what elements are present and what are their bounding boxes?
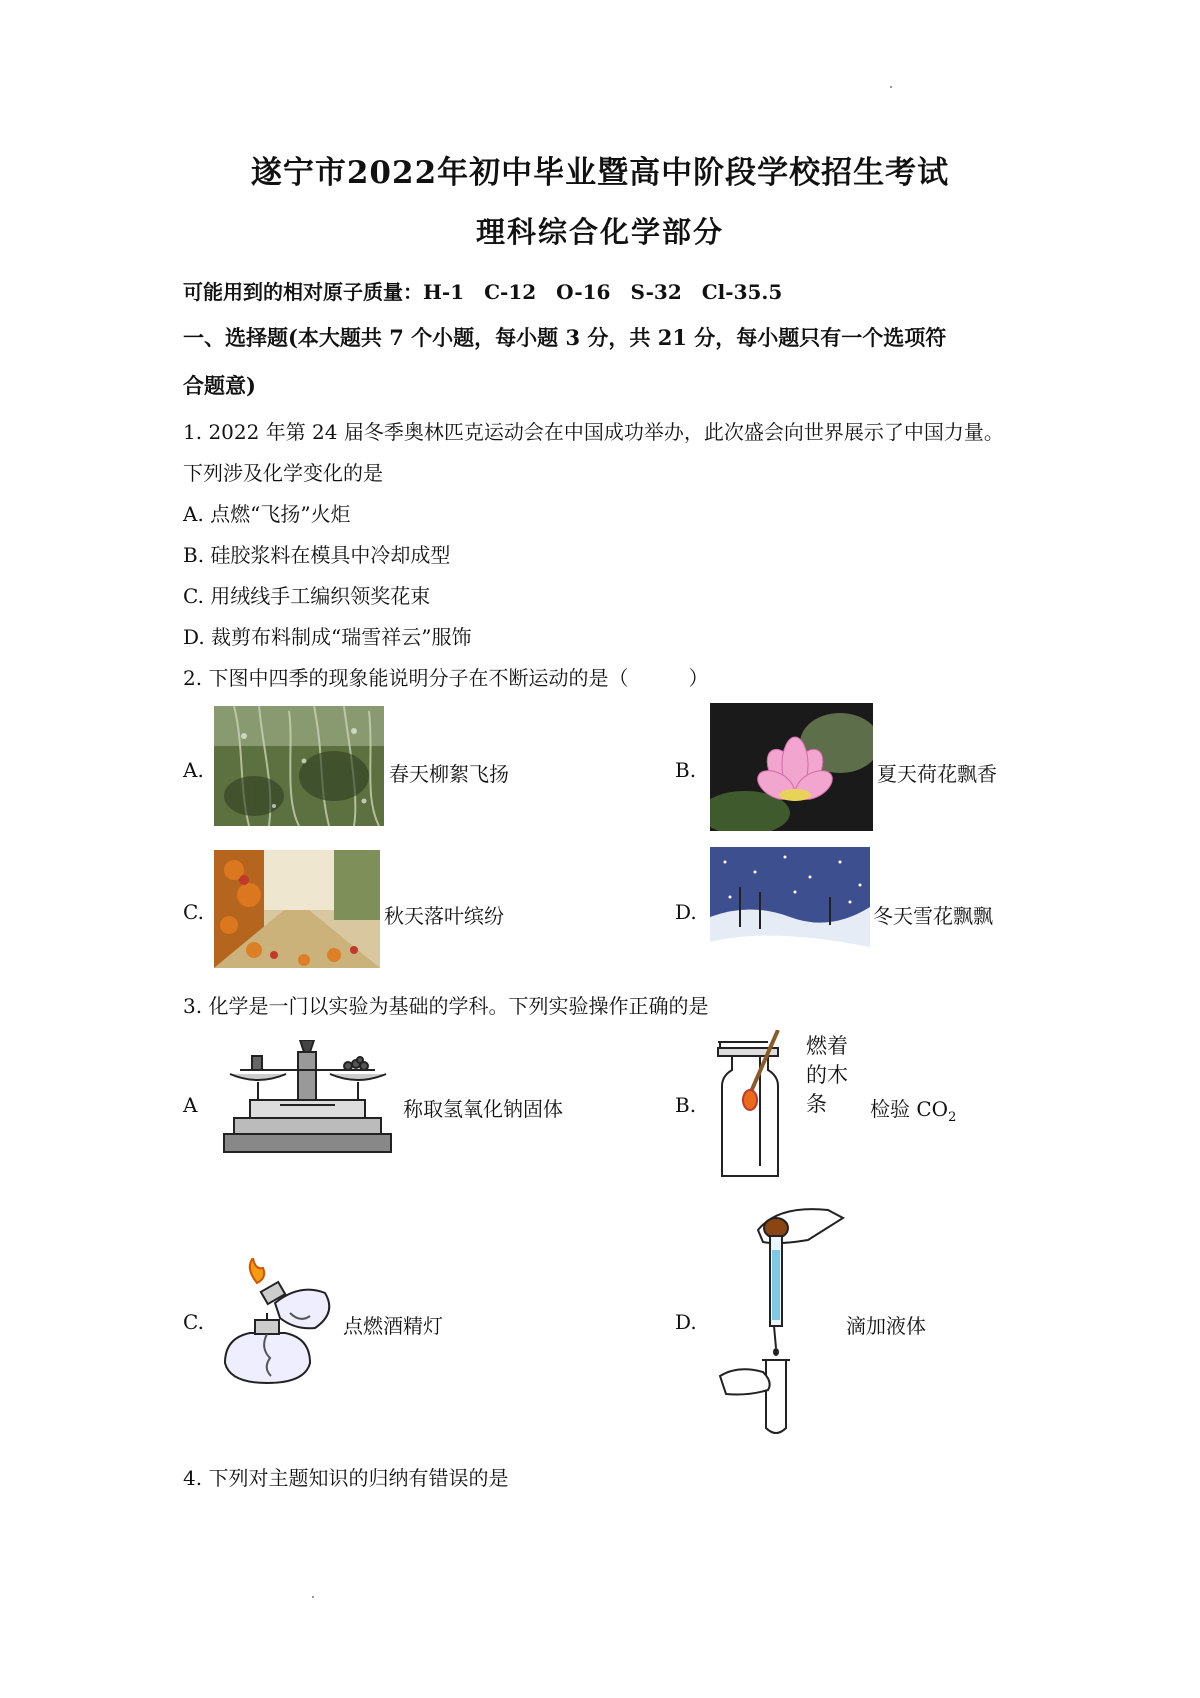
q3-option-a-letter: A [183, 1093, 198, 1117]
snow-photo [710, 847, 870, 971]
q3-option-b-caption: 检验 $CO_2$ [870, 1097, 957, 1125]
lotus-photo [710, 703, 873, 831]
atomic-masses: 可能用到的相对原子质量：H-1 C-12 O-16 S-32 Cl-35.5 [183, 280, 783, 304]
q3-option-b-letter: B. [675, 1093, 697, 1117]
burning-stick-label-line3: 条 [806, 1092, 827, 1116]
gas-bottle-icon [710, 1030, 790, 1180]
q2-stem: 2. 下图中四季的现象能说明分子在不断运动的是（ ） [183, 666, 709, 690]
alcohol-lamp-icon [215, 1258, 340, 1388]
burning-stick-label [806, 1032, 848, 1119]
autumn-road-photo [214, 850, 380, 968]
q2-option-b-caption: 夏天荷花飘香 [877, 762, 997, 786]
q3-option-c-letter: C. [183, 1310, 204, 1334]
q2-option-b-letter: B. [675, 758, 697, 782]
q2-option-d-letter: D. [675, 900, 697, 924]
page-subtitle: 理科综合化学部分 [475, 215, 724, 249]
q3-stem: 3. 化学是一门以实验为基础的学科。下列实验操作正确的是 [183, 994, 709, 1018]
q3-option-d-caption: 滴加液体 [846, 1314, 926, 1338]
willow-photo [214, 706, 384, 826]
q1-stem-line1: 1. 2022 年第 24 届冬季奥林匹克运动会在中国成功举办，此次盛会向世界展示了中国力量。 [183, 420, 1004, 444]
q1-option-c: C. 用绒线手工编织领奖花束 [183, 584, 431, 608]
burning-stick-label-line1: 燃着 [806, 1034, 848, 1058]
q1-stem-line2: 下列涉及化学变化的是 [183, 461, 383, 485]
q2-option-a-caption: 春天柳絮飞扬 [389, 762, 509, 786]
dropper-icon [718, 1200, 848, 1440]
q3-option-c-caption: 点燃酒精灯 [343, 1314, 443, 1338]
q2-option-c-caption: 秋天落叶缤纷 [384, 904, 504, 928]
q4-stem: 4. 下列对主题知识的归纳有错误的是 [183, 1466, 509, 1490]
q1-option-b: B. 硅胶浆料在模具中冷却成型 [183, 543, 451, 567]
balance-icon [220, 1040, 395, 1158]
q2-option-c-letter: C. [183, 900, 204, 924]
q2-option-a-letter: A. [183, 758, 204, 782]
speck-mark [312, 1596, 314, 1598]
page-title: 遂宁市2022年初中毕业暨高中阶段学校招生考试 [250, 155, 950, 191]
q2-option-d-caption: 冬天雪花飘飘 [873, 904, 993, 928]
speck-mark [890, 86, 892, 88]
section-heading-line1: 一、选择题(本大题共 7 个小题，每小题 3 分，共 21 分，每小题只有一个选项符 [183, 325, 947, 350]
q1-option-a: A. 点燃“飞扬”火炬 [183, 502, 351, 526]
q3-option-a-caption: 称取氢氧化钠固体 [403, 1097, 563, 1121]
burning-stick-label-line2: 的木 [806, 1063, 848, 1087]
q1-option-d: D. 裁剪布料制成“瑞雪祥云”服饰 [183, 625, 472, 649]
q3-option-d-letter: D. [675, 1310, 697, 1334]
section-heading-line2: 合题意) [183, 373, 256, 398]
